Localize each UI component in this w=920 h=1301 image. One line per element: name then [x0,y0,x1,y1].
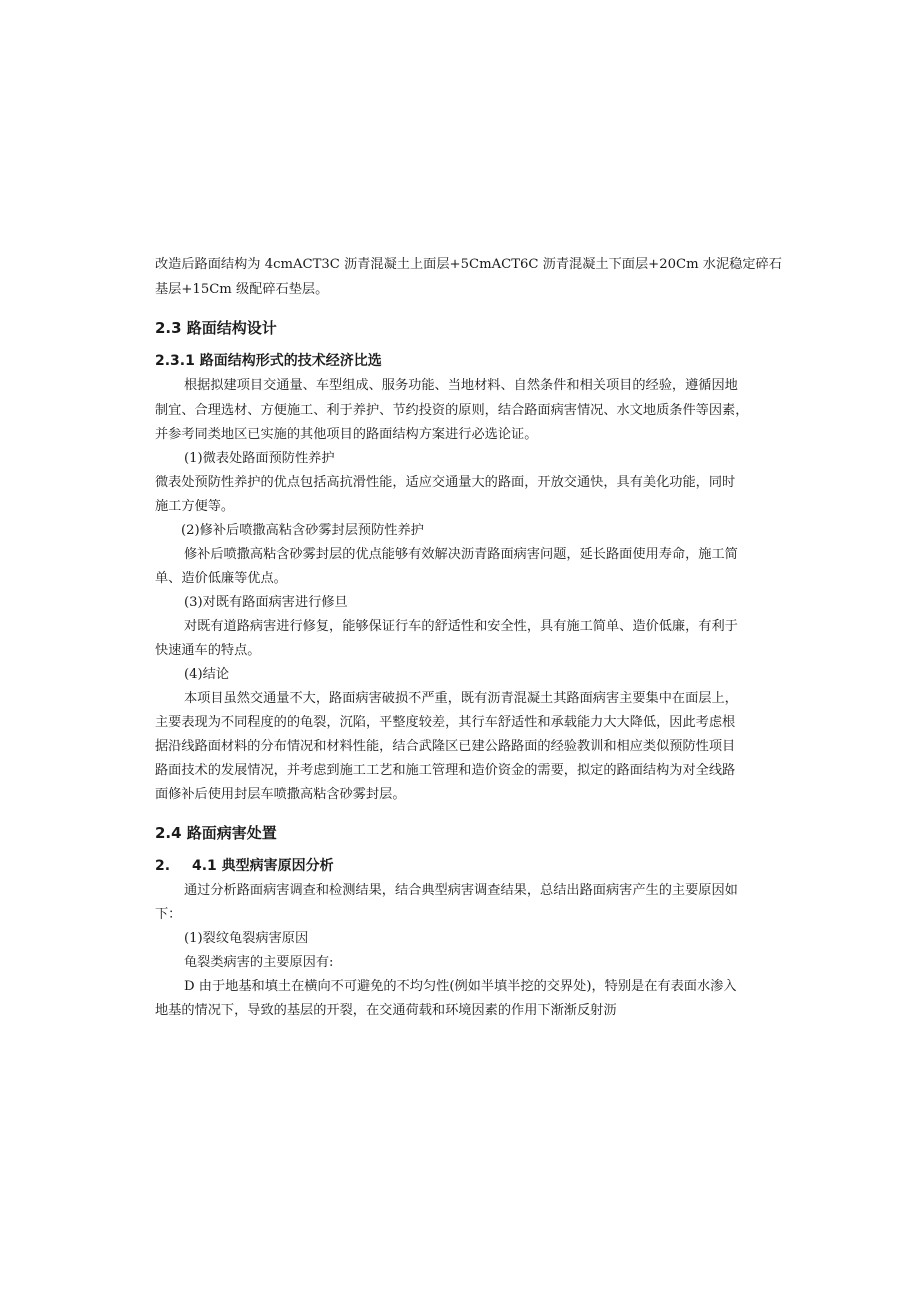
paragraph-line: 根据拟建项目交通量、车型组成、服务功能、当地材料、自然条件和相关项目的经验，遵循因地 [184,378,738,393]
paragraph-line: 修补后喷撒高粘含砂雾封层的优点能够有效解决沥青路面病害问题，延长路面使用寿命，施工简 [184,547,738,562]
section-heading-2-3: 2.3 路面结构设计 [155,319,277,337]
paragraph-line: 制宜、合理选材、方便施工、利于养护、节约投资的原则，结合路面病害情况、水文地质条件等因素， [155,403,749,418]
section-heading-2-4: 2.4 路面病害处置 [155,824,277,842]
paragraph-line: 施工方便等。 [155,499,235,514]
paragraph-line: 对既有道路病害进行修复，能够保证行车的舒适性和安全性，具有施工简单、造价低廉，有利于 [184,619,738,634]
paragraph-line: 龟裂类病害的主要原因有: [184,955,334,970]
item-title-4: (4)结论 [184,667,230,682]
subsection-heading-2-4-1: 4.1 典型病害原因分析 [192,858,334,874]
paragraph-line: D 由于地基和填土在横向不可避免的不均匀性(例如半填半挖的交界处)，特别是在有表面水渗入 [184,979,737,994]
paragraph-line: 通过分析路面病害调查和检测结果，结合典型病害调查结果，总结出路面病害产生的主要原因如 [184,883,738,898]
subsection-heading-2-4-1-number: 2. [155,858,171,874]
paragraph-line: 路面技术的发展情况，并考虑到施工工艺和施工管理和造价资金的需要，拟定的路面结构为对全线路 [155,763,736,778]
paragraph-line: 并参考同类地区已实施的其他项目的路面结构方案进行必选论证。 [155,427,538,442]
paragraph-line: 微表处预防性养护的优点包括高抗滑性能，适应交通量大的路面，开放交通快，具有美化功能，同时 [155,475,736,490]
paragraph-line: 面修补后使用封层车喷撒高粘含砂雾封层。 [155,787,406,802]
intro-line-1: 改造后路面结构为 4cmACT3C 沥青混凝土上面层+5CmACT6C 沥青混凝土下面层+20Cm 水泥稳定碎石 [155,257,782,272]
paragraph-line: 快速通车的特点。 [155,643,261,658]
subsection-heading-2-3-1: 2.3.1 路面结构形式的技术经济比选 [155,353,382,369]
paragraph-line: 本项目虽然交通量不大，路面病害破损不严重，既有沥青混凝土其路面病害主要集中在面层上， [184,691,738,706]
item-title-1: (1)微表处路面预防性养护 [184,451,335,466]
paragraph-line: 单、造价低廉等优点。 [155,571,287,586]
paragraph-line: 主要表现为不同程度的的龟裂，沉陷，平整度较差，其行车舒适性和承载能力大大降低，因此考虑根 [155,715,736,730]
paragraph-line: 地基的情况下，导致的基层的开裂，在交通荷载和环境因素的作用下渐渐反射沥 [155,1003,617,1018]
item-title-2: (2)修补后喷撒高粘含砂雾封层预防性养护 [181,523,424,538]
paragraph-line: 下： [155,907,182,922]
item-title-crack: (1)裂纹龟裂病害原因 [184,931,309,946]
intro-line-2: 基层+15Cm 级配碎石垫层。 [155,282,329,297]
paragraph-line: 据沿线路面材料的分布情况和材料性能，结合武隆区已建公路路面的经验教训和相应类似预防性项目 [155,739,736,754]
item-title-3: (3)对既有路面病害进行修旦 [184,595,348,610]
